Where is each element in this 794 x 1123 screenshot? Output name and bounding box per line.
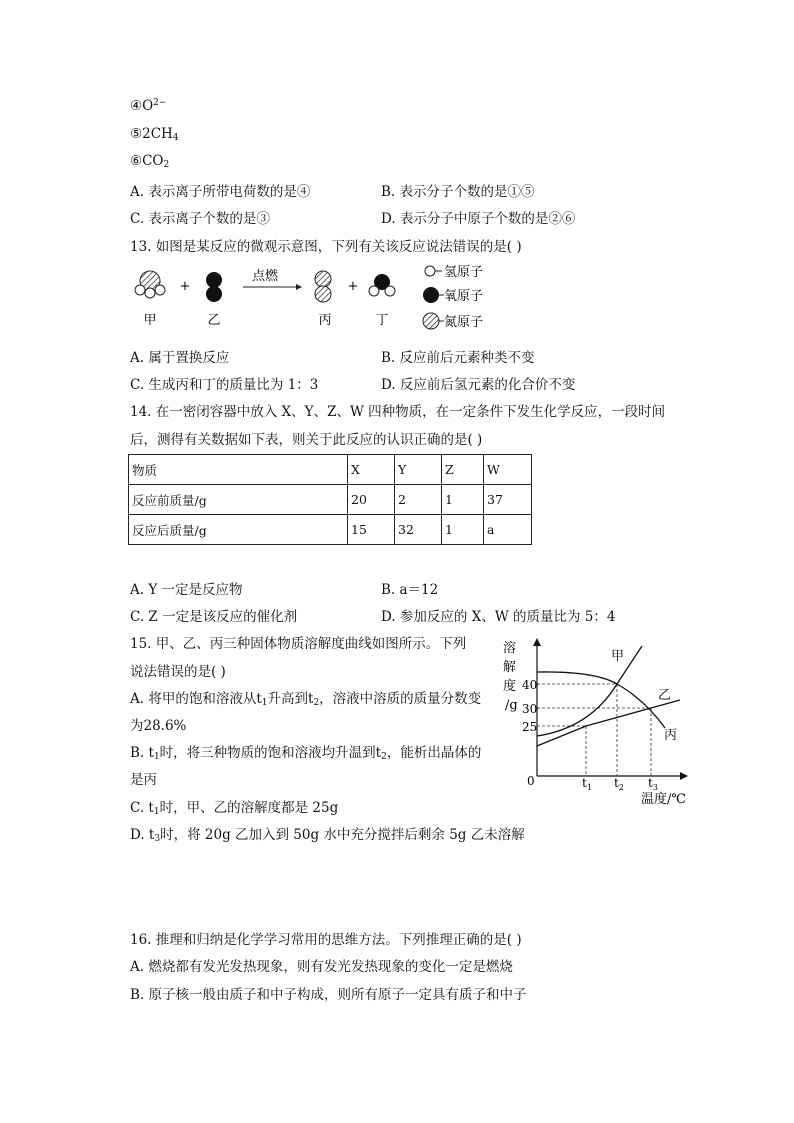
x-tick-label: $t_3$ — [648, 776, 658, 792]
table-header-cell: W — [484, 455, 532, 485]
q14-stem-line1: 14. 在一密闭容器中放入 X、Y、Z、W 四种物质，在一定条件下发生化学反应，一段时间 — [130, 404, 666, 420]
table-header-cell: Y — [395, 455, 442, 485]
curve-yi — [537, 700, 680, 746]
curve-bing — [537, 672, 665, 728]
q15-option-d[interactable]: D. $t_3$时，将 20g 乙加入到 50g 水中充分搅拌后剩余 5g 乙未溶解 — [130, 827, 525, 844]
q14-option-d[interactable]: D. 参加反应的 X、W 的质量比为 5：4 — [381, 609, 616, 625]
guide-lines — [537, 684, 651, 776]
table-header-cell: Z — [442, 455, 484, 485]
table-header-row — [129, 455, 532, 485]
x-tick-label: $t_2$ — [614, 776, 624, 792]
label-yi: 乙 — [207, 313, 221, 328]
q12-option-c[interactable]: C. 表示离子个数的是③ — [130, 211, 270, 227]
q14-stem-line2: 后，测得有关数据如下表，则关于此反应的认识正确的是( ) — [130, 432, 483, 448]
x-tick-label: $t_1$ — [582, 776, 592, 792]
label-bing: 丙 — [318, 313, 332, 328]
series-label-yi: 乙 — [658, 688, 672, 703]
q13-stem: 13. 如图是某反应的微观示意图，下列有关该反应说法错误的是( ) — [130, 239, 522, 255]
y-label-char: 度 — [503, 679, 517, 694]
q15-stem-line1: 15. 甲、乙、丙三种固体物质溶解度曲线如图所示。下列 — [130, 636, 467, 652]
q13-option-a[interactable]: A. 属于置换反应 — [130, 350, 230, 366]
arrow-head-icon — [296, 284, 302, 290]
legend-oxygen: 氧原子 — [444, 289, 484, 304]
q16-stem: 16. 推理和归纳是化学学习常用的思维方法。下列推理正确的是( ) — [130, 932, 522, 948]
molecule-bing-nitrogen — [315, 271, 331, 302]
y-axis-arrow-icon — [533, 638, 541, 646]
y-tick-label: 25 — [522, 720, 538, 734]
item-4-oxide-ion: $④O^{2-}$ — [130, 98, 167, 114]
label-jia: 甲 — [143, 313, 157, 328]
q12-option-b[interactable]: B. 表示分子个数的是①⑤ — [381, 184, 535, 200]
q15-option-b[interactable]: B. $t_1$时，将三种物质的饱和溶液均升温到$t_2$，能析出晶体的 — [130, 745, 482, 762]
q15-option-a[interactable]: A. 将甲的饱和溶液从$t_1$升高到$t_2$，溶液中溶质的质量分数变 — [130, 691, 482, 708]
plus-sign-1: + — [179, 279, 191, 294]
series-label-bing: 丙 — [664, 728, 678, 743]
reaction-diagram — [128, 262, 508, 337]
q13-option-c[interactable]: C. 生成丙和丁的质量比为 1：3 — [130, 377, 319, 393]
q14-option-c[interactable]: C. Z 一定是该反应的催化剂 — [130, 609, 298, 625]
table-cell: 15 — [348, 515, 395, 545]
table-cell: 1 — [442, 515, 484, 545]
legend-hydrogen: 氢原子 — [444, 265, 484, 280]
curve-jia — [537, 646, 642, 736]
q15-option-c[interactable]: C. $t_1$时，甲、乙的溶解度都是 25g — [130, 800, 339, 817]
table-cell: 1 — [442, 485, 484, 515]
q15-option-a-cont: 为28.6% — [130, 718, 187, 734]
legend-oxygen-icon — [423, 287, 439, 303]
table-cell: 反应后质量/g — [129, 515, 348, 545]
table-cell: 2 — [395, 485, 442, 515]
mass-data-table — [128, 454, 532, 545]
origin-label: 0 — [527, 774, 535, 788]
table-row — [129, 485, 532, 515]
reaction-condition: 点燃 — [251, 269, 279, 284]
q15-stem-line2: 说法错误的是( ) — [130, 664, 226, 680]
q14-option-b[interactable]: B. a＝12 — [381, 582, 439, 598]
legend-hydrogen-icon — [425, 266, 435, 276]
table-cell: 32 — [395, 515, 442, 545]
solubility-chart — [500, 636, 700, 806]
y-tick-label: 30 — [522, 702, 538, 716]
table-cell: 37 — [484, 485, 532, 515]
item-5-methane: $⑤2CH_4$ — [130, 126, 179, 143]
q14-option-a[interactable]: A. Y 一定是反应物 — [130, 582, 243, 598]
table-cell: 反应前质量/g — [129, 485, 348, 515]
table-row — [129, 515, 532, 545]
x-axis-label: 温度/℃ — [641, 792, 686, 806]
q12-option-a[interactable]: A. 表示离子所带电荷数的是④ — [130, 184, 311, 200]
y-label-char: /g — [505, 698, 518, 713]
x-axis-arrow-icon — [680, 772, 688, 780]
table-cell: 20 — [348, 485, 395, 515]
molecule-ding-water — [369, 274, 395, 296]
legend-nitrogen-icon — [423, 313, 439, 329]
y-tick-label: 40 — [522, 678, 538, 692]
table-cell: a — [484, 515, 532, 545]
plus-sign-2: + — [347, 279, 359, 294]
q16-option-a[interactable]: A. 燃烧都有发光发热现象，则有发光发热现象的变化一定是燃烧 — [130, 959, 513, 975]
q12-option-d[interactable]: D. 表示分子中原子个数的是②⑥ — [381, 211, 576, 227]
q15-option-b-cont: 是丙 — [130, 772, 157, 788]
table-header-cell: X — [348, 455, 395, 485]
y-label-char: 溶 — [503, 641, 517, 656]
q13-option-d[interactable]: D. 反应前后氢元素的化合价不变 — [381, 377, 576, 393]
item-6-carbon-dioxide: $⑥CO_2$ — [130, 153, 170, 170]
series-label-jia: 甲 — [611, 649, 625, 664]
molecule-jia-ammonia — [135, 271, 165, 298]
molecule-yi-oxygen — [206, 272, 222, 302]
legend-nitrogen: 氮原子 — [444, 315, 484, 330]
table-header-cell: 物质 — [129, 455, 348, 485]
y-label-char: 解 — [503, 660, 517, 675]
q16-option-b[interactable]: B. 原子核一般由质子和中子构成，则所有原子一定具有质子和中子 — [130, 987, 527, 1003]
label-ding: 丁 — [375, 313, 389, 328]
q13-option-b[interactable]: B. 反应前后元素种类不变 — [381, 350, 535, 366]
